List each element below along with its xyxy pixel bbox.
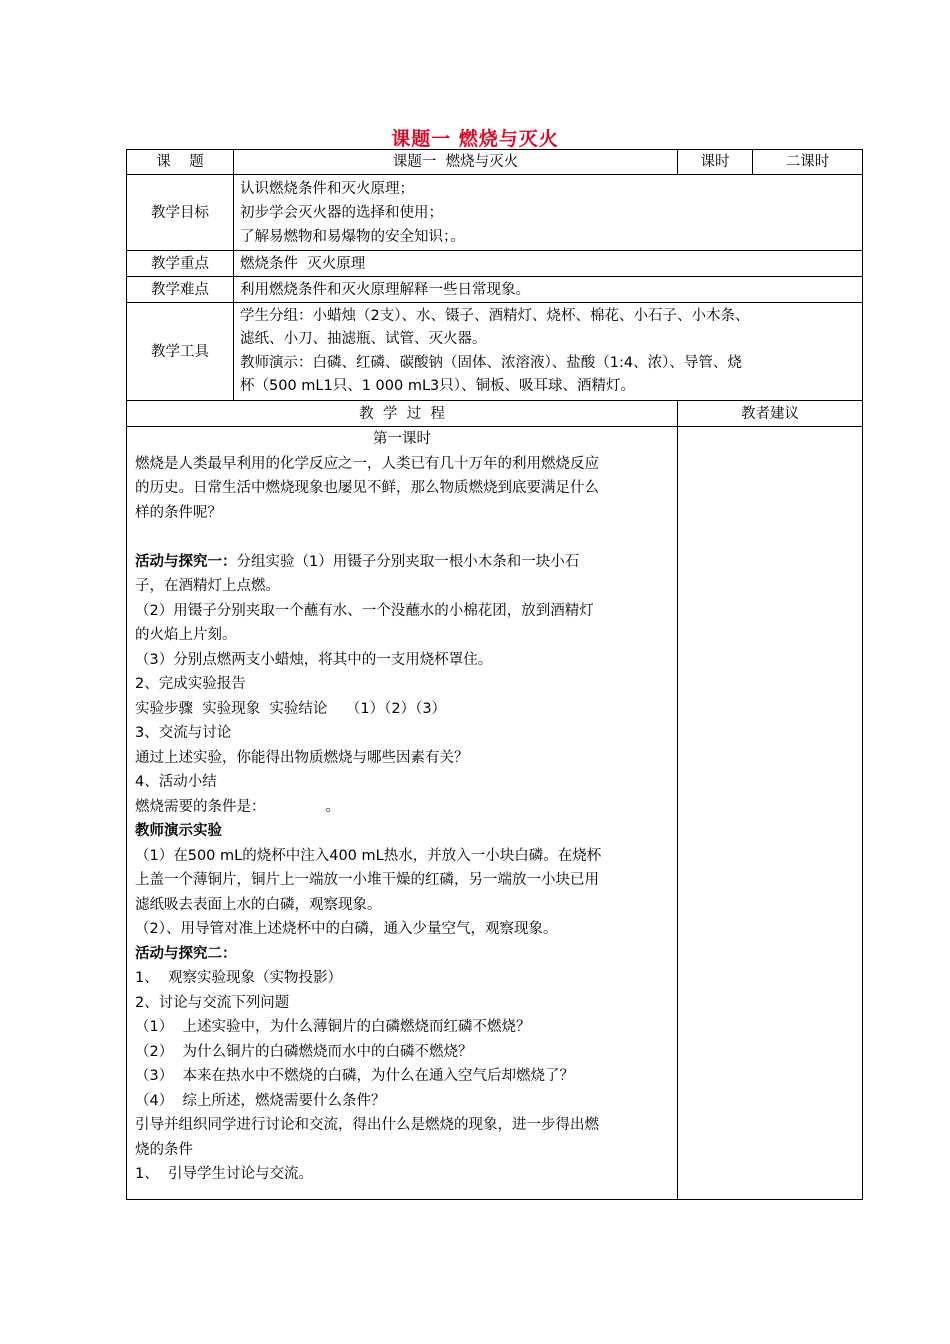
tools-row xyxy=(127,303,863,401)
intro-line: 的历史。日常生活中燃烧现象也屡见不鲜，那么物质燃烧到底要满足什么 xyxy=(135,480,599,496)
goal-line: 认识燃烧条件和灭火原理； xyxy=(240,180,414,197)
key-points-label: 教学重点 xyxy=(127,251,234,277)
advice-content xyxy=(678,427,863,1200)
activity1-line: （2）用镊子分别夹取一个蘸有水、一个没蘸水的小棉花团，放到酒精灯 xyxy=(135,602,594,619)
activity1-line: 2、完成实验报告 xyxy=(135,676,246,692)
goals-content xyxy=(234,175,863,251)
topic-value: 课题一 燃烧与灭火 xyxy=(234,150,678,175)
advice-header: 教者建议 xyxy=(678,401,863,427)
conditions-line xyxy=(135,795,669,820)
tools-line: 杯（500 mL1只、1 000 mL3只）、铜板、吸耳球、酒精灯。 xyxy=(240,378,636,394)
demo-line: 上盖一个薄铜片，铜片上一端放一小堆干燥的红磷，另一端放一小块已用 xyxy=(135,872,599,888)
activity2-line: （4） 综上所述，燃烧需要什么条件？ xyxy=(135,1092,386,1109)
intro-line: 燃烧是人类最早利用的化学反应之一，人类已有几十万年的利用燃烧反应 xyxy=(135,455,599,472)
tools-line: 学生分组：小蜡烛（2支）、水、镊子、酒精灯、烧杯、棉花、小石子、小木条、 xyxy=(240,307,750,324)
goals-label: 教学目标 xyxy=(127,175,234,251)
activity1-title: 活动与探究一： xyxy=(135,553,237,570)
difficulties-value: 利用燃烧条件和灭火原理解释一些日常现象。 xyxy=(234,277,863,303)
process-row xyxy=(127,427,863,1200)
key-points-row xyxy=(127,251,863,277)
activity1-text: 分组实验（1）用镊子分别夹取一根小木条和一块小石 xyxy=(236,553,580,570)
demo-line: （1）在500 mL的烧杯中注入400 mL热水，并放入一小块白磷。在烧杯 xyxy=(135,847,602,864)
session-title: 第一课时 xyxy=(373,431,431,447)
lesson-plan-table xyxy=(126,149,863,1200)
activity2-line: 烧的条件 xyxy=(135,1141,193,1158)
goal-line: 初步学会灭火器的选择和使用； xyxy=(240,204,443,221)
activity2-line: 2、讨论与交流下列问题 xyxy=(135,994,290,1011)
activity1-line: 通过上述实验，你能得出物质燃烧与哪些因素有关？ xyxy=(135,749,469,766)
hours-label: 课时 xyxy=(678,150,753,175)
conditions-label: 燃烧需要的条件是： xyxy=(135,798,266,815)
key-points-value: 燃烧条件 灭火原理 xyxy=(234,251,863,277)
activity2-line: 引导并组织同学进行讨论和交流，得出什么是燃烧的现象，进一步得出燃 xyxy=(135,1117,599,1133)
topic-row xyxy=(127,150,863,175)
activity2-line: 1、 引导学生讨论与交流。 xyxy=(135,1166,313,1182)
activity2-line: 1、 观察实验现象（实物投影） xyxy=(135,970,342,986)
tools-line: 滤纸、小刀、抽滤瓶、试管、灭火器。 xyxy=(240,331,487,347)
activity1-line: 的火焰上片刻。 xyxy=(135,627,237,643)
activity1-line: （3）分别点燃两支小蜡烛，将其中的一支用烧杯罩住。 xyxy=(135,651,493,668)
goals-row xyxy=(127,175,863,251)
activity2-title: 活动与探究二： xyxy=(135,945,237,962)
activity1-line: 4、活动小结 xyxy=(135,774,217,790)
topic-label: 课 题 xyxy=(127,150,234,175)
activity2-line: （2） 为什么铜片的白磷燃烧而水中的白磷不燃烧？ xyxy=(135,1043,473,1060)
demo-line: 滤纸吸去表面上水的白磷，观察现象。 xyxy=(135,896,382,913)
activity2-line: （3） 本来在热水中不燃烧的白磷，为什么在通入空气后却燃烧了？ xyxy=(135,1068,574,1084)
conditions-end: 。 xyxy=(325,798,340,815)
demo-title: 教师演示实验 xyxy=(135,823,222,839)
spacer xyxy=(135,525,669,550)
activity1-line: 子，在酒精灯上点燃。 xyxy=(135,578,280,594)
activity1-line: 实验步骤 实验现象 实验结论 （1）（2）（3） xyxy=(135,700,447,717)
process-header-row xyxy=(127,401,863,427)
difficulties-label: 教学难点 xyxy=(127,277,234,303)
document-title: 课题一 燃烧与灭火 xyxy=(391,128,559,150)
intro-line: 样的条件呢？ xyxy=(135,504,222,521)
tools-label: 教学工具 xyxy=(127,303,234,401)
tools-line: 教师演示：白磷、红磷、碳酸钠（固体、浓溶液）、盐酸（1:4、浓）、导管、烧 xyxy=(240,354,742,371)
process-content xyxy=(127,427,678,1200)
demo-line: （2）、用导管对准上述烧杯中的白磷，通入少量空气，观察现象。 xyxy=(135,921,558,937)
activity1-heading-line xyxy=(135,550,669,575)
tools-content xyxy=(234,303,863,401)
goal-line: 了解易燃物和易爆物的安全知识；。 xyxy=(240,228,465,245)
process-header: 教 学 过 程 xyxy=(127,401,678,427)
hours-value: 二课时 xyxy=(753,150,863,175)
difficulties-row xyxy=(127,277,863,303)
activity2-line: （1） 上述实验中，为什么薄铜片的白磷燃烧而红磷不燃烧？ xyxy=(135,1019,531,1035)
activity1-line: 3、交流与讨论 xyxy=(135,725,232,741)
